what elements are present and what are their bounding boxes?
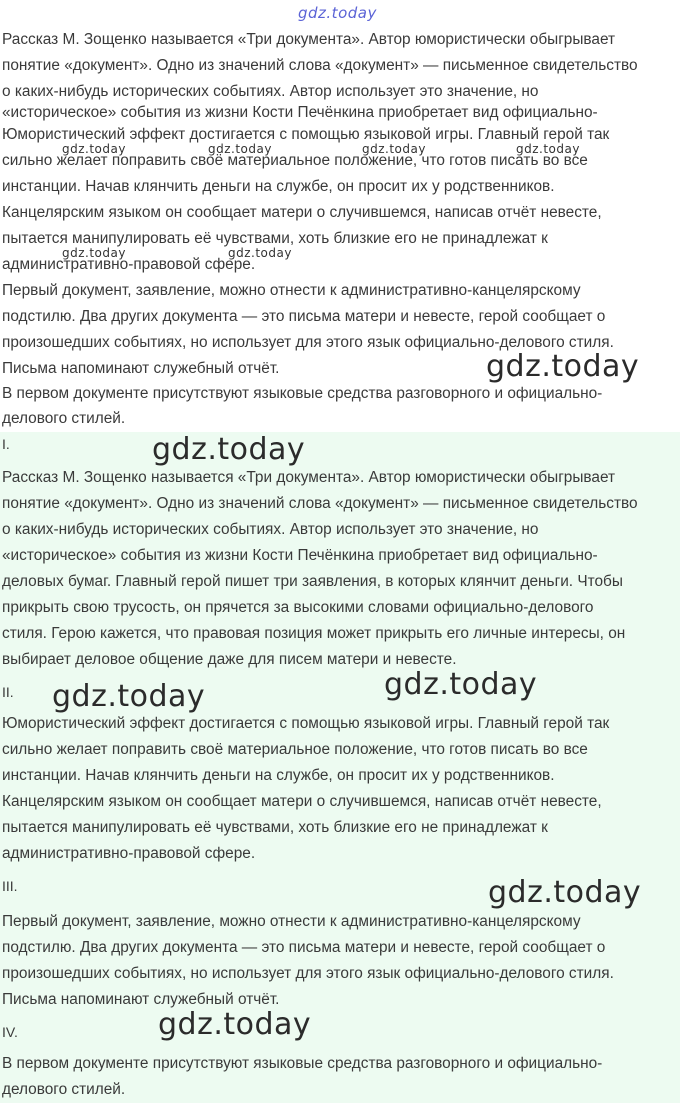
preview-line: Рассказ М. Зощенко называется «Три документа». Автор юмористически обыгрывает (2, 31, 616, 48)
preview-line: произошедших событиях, но использует для этого язык официально-делового стиля. (2, 334, 614, 351)
answer-line: делового стилей. (2, 1081, 126, 1098)
answer-line: инстанции. Начав клянчить деньги на службе, он просит их у родственников. (2, 767, 555, 784)
preview-line: Письма напоминают служебный отчёт. (2, 360, 280, 377)
preview-line: «историческое» события из жизни Кости Печёнкина приобретает вид официально- (2, 104, 598, 121)
answer-line: выбирает деловое общение даже для писем матери и невесте. (2, 651, 457, 668)
answer-line: прикрыть свою трусость, он прячется за высокими словами официально-делового (2, 599, 594, 616)
preview-line: В первом документе присутствуют языковые средства разговорного и официально- (2, 385, 603, 402)
watermark: gdz.today (62, 246, 126, 260)
answer-line: Канцелярским языком он сообщает матери о случившемся, написав отчёт невесте, (2, 793, 602, 810)
preview-panel (0, 0, 680, 432)
section-numeral: III. (2, 878, 18, 894)
section-numeral: II. (2, 684, 14, 700)
preview-line: делового стилей. (2, 410, 126, 427)
answer-line: о каких-нибудь исторических событиях. Автор использует это значение, но (2, 521, 539, 538)
answer-line: Письма напоминают служебный отчёт. (2, 991, 280, 1008)
answer-line: понятие «документ». Одно из значений слова «документ» — письменное свидетельство (2, 495, 638, 512)
answer-line: В первом документе присутствуют языковые средства разговорного и официально- (2, 1055, 603, 1072)
section-numeral: IV. (2, 1024, 18, 1040)
watermark: gdz.today (384, 667, 538, 702)
preview-line: Канцелярским языком он сообщает матери о случившемся, написав отчёт невесте, (2, 204, 602, 221)
section-numeral: I. (2, 436, 10, 452)
preview-line: подстилю. Два других документа — это письма матери и невесте, герой сообщает о (2, 308, 606, 325)
answer-line: деловых бумаг. Главный герой пишет три заявления, в которых клянчит деньги. Чтобы (2, 573, 623, 590)
preview-line: инстанции. Начав клянчить деньги на службе, он просит их у родственников. (2, 178, 555, 195)
answer-line: Рассказ М. Зощенко называется «Три документа». Автор юмористически обыгрывает (2, 469, 616, 486)
watermark: gdz.today (62, 142, 126, 156)
answer-panel (0, 432, 680, 1103)
answer-line: административно-правовой сфере. (2, 845, 256, 862)
answer-line: произошедших событиях, но использует для этого язык официально-делового стиля. (2, 965, 614, 982)
preview-line: понятие «документ». Одно из значений слова «документ» — письменное свидетельство (2, 57, 638, 74)
answer-line: подстилю. Два других документа — это письма матери и невесте, герой сообщает о (2, 939, 606, 956)
preview-line: сильно желает поправить своё материальное положение, что готов писать во все (2, 152, 588, 169)
answer-line: пытается манипулировать её чувствами, хоть близкие его не принадлежат к (2, 819, 548, 836)
preview-line: административно-правовой сфере. (2, 256, 256, 273)
preview-line: Первый документ, заявление, можно отнести к административно-канцелярскому (2, 282, 581, 299)
watermark: gdz.today (228, 246, 292, 260)
answer-line: Первый документ, заявление, можно отнести к административно-канцелярскому (2, 913, 581, 930)
watermark: gdz.today (488, 875, 642, 910)
watermark: gdz.today (516, 142, 580, 156)
header-watermark: gdz.today (298, 4, 377, 22)
answer-line: Юмористический эффект достигается с помощью языковой игры. Главный герой так (2, 715, 610, 732)
answer-line: «историческое» события из жизни Кости Печёнкина приобретает вид официально- (2, 547, 598, 564)
preview-line: о каких-нибудь исторических событиях. Автор использует это значение, но (2, 83, 539, 100)
watermark: gdz.today (52, 679, 206, 714)
watermark: gdz.today (486, 349, 640, 384)
watermark: gdz.today (152, 432, 306, 467)
answer-line: сильно желает поправить своё материальное положение, что готов писать во все (2, 741, 588, 758)
preview-line: Юмористический эффект достигается с помощью языковой игры. Главный герой так (2, 126, 610, 143)
watermark: gdz.today (362, 142, 426, 156)
watermark: gdz.today (208, 142, 272, 156)
watermark: gdz.today (158, 1007, 312, 1042)
preview-line: пытается манипулировать её чувствами, хоть близкие его не принадлежат к (2, 230, 548, 247)
answer-line: стиля. Герою кажется, что правовая позиция может прикрыть его личные интересы, он (2, 625, 626, 642)
